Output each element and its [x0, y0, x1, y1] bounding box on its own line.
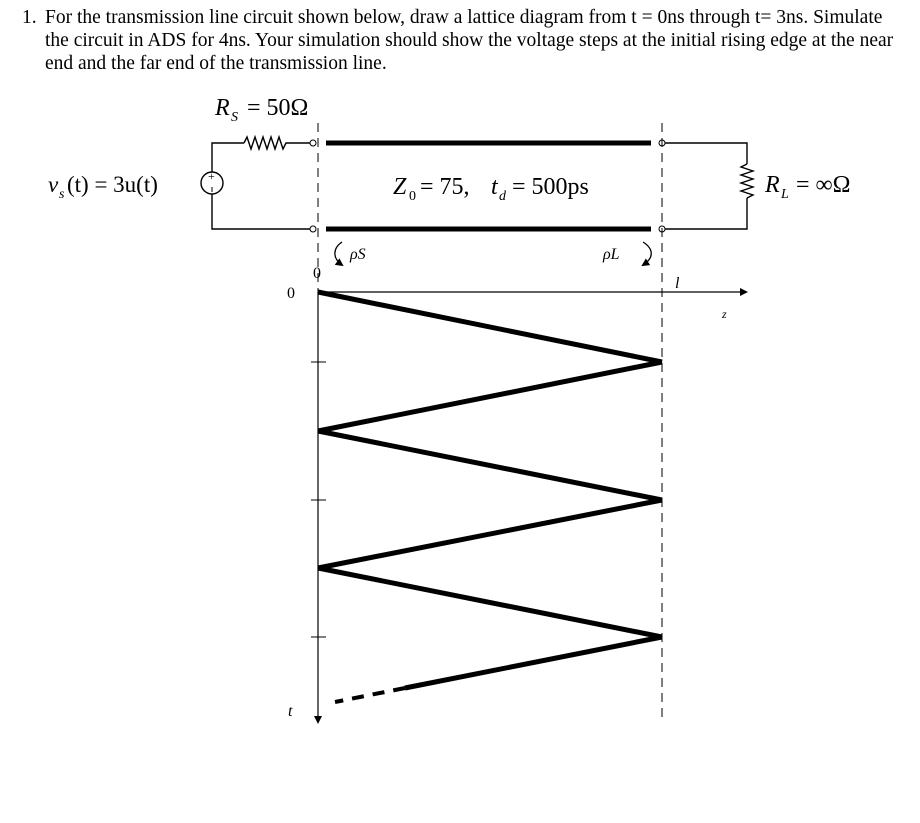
- time-origin-label: 0: [287, 285, 295, 302]
- lattice-diagram: [287, 123, 746, 722]
- td-subscript: d: [499, 189, 506, 204]
- rs-symbol: R: [215, 95, 230, 121]
- bounce-line: [318, 292, 662, 362]
- bounce-line: [405, 637, 662, 688]
- rho-source-label: ρS: [350, 246, 366, 263]
- position-axis-label: z: [722, 307, 727, 321]
- bounce-line-continuation: [335, 688, 405, 702]
- source-polarity: +: [208, 169, 215, 183]
- bounce-line: [318, 568, 662, 637]
- rho-load-arrow: [643, 242, 651, 265]
- rl-subscript: L: [781, 187, 789, 202]
- load-top-wire: [665, 143, 747, 164]
- terminal-node: [310, 140, 316, 146]
- td-value: = 500ps: [512, 174, 589, 200]
- time-axis-label: t: [288, 703, 293, 720]
- td-symbol: t: [491, 174, 498, 200]
- rs-subscript: S: [231, 110, 238, 125]
- terminal-node: [310, 226, 316, 232]
- bounce-line: [318, 362, 662, 431]
- source-v: v: [48, 172, 59, 197]
- z0-symbol: Z: [393, 174, 407, 200]
- load-resistor: [741, 164, 753, 198]
- source-v-sub: s: [59, 187, 65, 202]
- z0-value: = 75,: [420, 174, 470, 200]
- source-bottom-wire: [212, 194, 310, 229]
- circuit: [48, 95, 850, 232]
- position-origin-label: 0: [313, 265, 321, 282]
- position-end-label: l: [675, 275, 680, 292]
- rho-source-arrow: [335, 242, 342, 265]
- load-bottom-wire: [665, 198, 747, 229]
- problem-text: For the transmission line circuit shown below, draw a lattice diagram from t = 0ns through t= 3ns. Simulate the circuit in ADS for 4ns. Your simulation should show the voltage steps at the initial rising edge at the near end and the far end of the transmission line.: [45, 7, 894, 74]
- z0-subscript: 0: [409, 189, 416, 204]
- rl-value: = ∞Ω: [796, 172, 851, 198]
- rho-load-label: ρL: [603, 246, 620, 263]
- bounce-line: [318, 431, 662, 500]
- source-resistor: [244, 137, 310, 149]
- bounce-line: [318, 500, 662, 568]
- rs-value: = 50Ω: [247, 95, 309, 121]
- problem-number: 1.: [22, 7, 37, 28]
- rl-symbol: R: [765, 172, 780, 198]
- source-equation: (t) = 3u(t): [67, 172, 158, 197]
- source-top-wire: [212, 143, 244, 172]
